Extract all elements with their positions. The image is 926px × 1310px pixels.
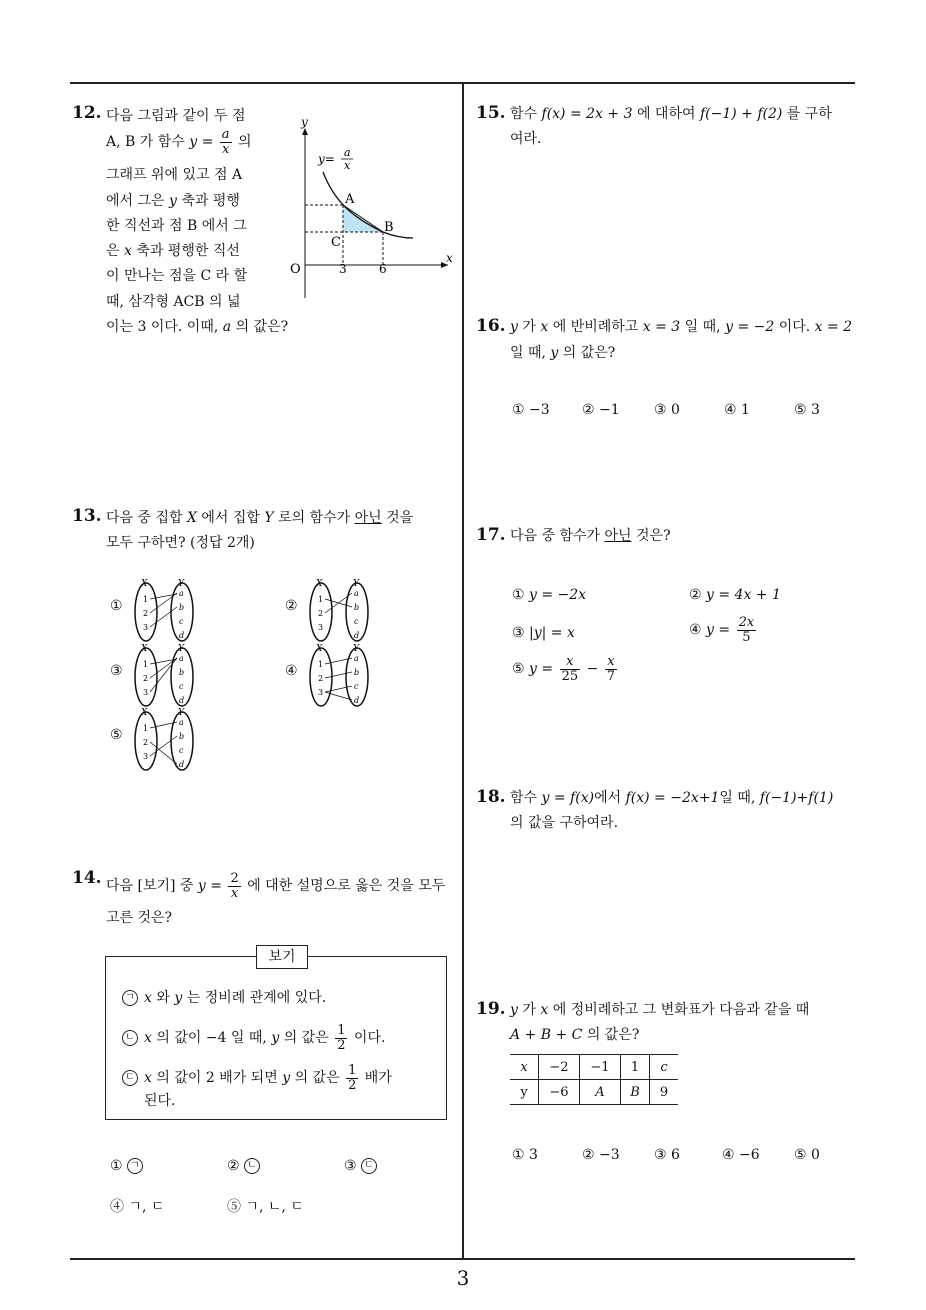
func-num: a [344, 146, 351, 159]
var-y: y [510, 1002, 518, 1018]
table-cell: y [510, 1080, 539, 1105]
var-x: x [144, 990, 152, 1006]
mark: ② [227, 1158, 240, 1174]
t: 가 [522, 1002, 536, 1018]
mark-digeut: ㄷ [122, 1070, 138, 1086]
lbl-y: Y [178, 644, 184, 654]
q19-number: 19. [476, 999, 506, 1019]
underline-not: 아닌 [354, 510, 382, 526]
half-fraction [335, 1024, 347, 1052]
t: 의 값은 [294, 1070, 340, 1087]
mark: ③ [512, 625, 525, 641]
table-cell: 1 [621, 1055, 650, 1080]
mark: ⑤ [512, 661, 525, 678]
ya: a [354, 654, 359, 663]
q13-number: 13. [72, 506, 102, 526]
t: 의 값은? [235, 319, 289, 335]
q12-line1: 다음 그림과 같이 두 점 [106, 108, 246, 124]
q17-choice-5[interactable] [512, 655, 619, 683]
t: 가 [522, 319, 536, 335]
mark: ① [110, 1158, 123, 1174]
lbl-y: Y [353, 644, 359, 654]
mark: ③ [654, 1147, 667, 1163]
frac-num: 1 [337, 1023, 346, 1038]
q13-choice-1-mark[interactable]: ① [110, 598, 123, 614]
expr: f(−1) + f(2) [699, 106, 783, 122]
yc: c [179, 746, 184, 755]
mark: ④ [724, 402, 737, 418]
y-axis-label: y [301, 115, 308, 129]
q12-line2 [106, 128, 252, 156]
table-cell: x [510, 1055, 539, 1080]
t: 함수 [510, 790, 538, 806]
q16-choice-4[interactable] [724, 402, 750, 418]
frac-num: a [221, 127, 230, 142]
q14-line2: 고른 것은? [106, 910, 173, 926]
ya: a [179, 589, 184, 598]
t: 에 대한 설명으로 옳은 것을 모두 [247, 878, 446, 895]
text: 3 [529, 1147, 538, 1163]
q12-line2a: A, B 가 함수 [106, 134, 185, 151]
frac-num: x [605, 655, 617, 670]
q19-choice-3[interactable] [654, 1147, 680, 1163]
yb: b [354, 668, 360, 677]
x3: 3 [143, 623, 149, 632]
t: 것은? [636, 528, 671, 544]
expr: y = −2 [725, 319, 775, 335]
t: 일 때, [719, 790, 756, 806]
q12-line6 [106, 239, 240, 265]
lbl-y: Y [178, 708, 184, 718]
origin-label: O [290, 262, 301, 277]
mark: ② [582, 402, 595, 418]
t: 다음 중 집합 [106, 510, 183, 526]
x2: 2 [143, 738, 149, 747]
frac-den: 7 [606, 668, 616, 684]
q14-item-1 [122, 987, 326, 1009]
q14-item-2 [122, 1024, 385, 1052]
q13-choice-3-mark[interactable]: ③ [110, 663, 123, 679]
text: −3 [529, 402, 550, 418]
table-cell: 9 [650, 1080, 679, 1105]
yc: c [354, 682, 359, 691]
t: 로의 함수가 [278, 510, 351, 526]
mark-giyeok: ㄱ [122, 990, 138, 1006]
t: 은 [106, 243, 120, 259]
frac-den: 25 [561, 668, 579, 684]
q12-number: 12. [72, 103, 102, 123]
table-cell: −6 [539, 1080, 580, 1105]
q15-line2: 여라. [510, 131, 542, 147]
t: 이다. [778, 319, 811, 335]
q19-choice-1[interactable] [512, 1147, 538, 1163]
lbl-x: X [316, 579, 323, 589]
text: 0 [671, 402, 680, 418]
q12-line9 [106, 315, 288, 341]
mark: ① [512, 587, 525, 603]
table-cell: −2 [539, 1055, 580, 1080]
mark: ① [512, 1147, 525, 1163]
x3: 3 [143, 752, 149, 761]
underline-not: 아닌 [604, 528, 632, 544]
q13-line1 [106, 506, 413, 532]
text: ㄱ, ㄴ, ㄷ [245, 1199, 304, 1215]
expr: f(−1)+f(1) [759, 790, 834, 806]
yc: c [179, 617, 184, 626]
frac-den: x [221, 141, 230, 157]
ya: a [354, 589, 359, 598]
mark: ⑤ [794, 1147, 807, 1163]
t: 의 값이 −4 일 때, [156, 1030, 267, 1047]
t: 는 정비례 관계에 있다. [186, 990, 327, 1006]
q14-box-title: 보기 [256, 945, 308, 969]
q19-table [510, 1054, 678, 1105]
x2: 2 [143, 674, 149, 683]
q15-line1 [510, 102, 832, 128]
text: ㄴ [244, 1158, 260, 1174]
expr: x = 2 [814, 319, 853, 335]
q13-choice-4-mark[interactable]: ④ [285, 663, 298, 679]
tick-6: 6 [379, 262, 387, 276]
q17-choice-1[interactable] [512, 587, 586, 603]
q14-choice-1[interactable] [110, 1158, 149, 1174]
arrows [325, 593, 352, 613]
q17-number: 17. [476, 525, 506, 545]
t: 것을 [386, 510, 414, 526]
x3: 3 [318, 688, 324, 697]
table-cell: B [621, 1080, 650, 1105]
var-y: y [271, 1030, 280, 1047]
x1: 1 [143, 595, 149, 604]
t: 를 구하 [786, 106, 832, 122]
text: 6 [671, 1147, 680, 1163]
text: y = [529, 661, 554, 678]
t: 에 정비례하고 그 변화표가 다음과 같을 때 [552, 1002, 810, 1018]
yb: b [179, 732, 185, 741]
yc: c [354, 617, 359, 626]
t: 축과 평행 [181, 193, 240, 209]
q13-diagram-3 [128, 641, 203, 709]
mark: ④ [110, 1199, 124, 1215]
mark: ① [512, 402, 525, 418]
text: y = [706, 622, 731, 639]
t: 에서 그은 [106, 193, 165, 209]
ya: a [179, 654, 184, 663]
text: ㄱ [127, 1158, 143, 1174]
q14-choice-4[interactable] [110, 1196, 164, 1216]
q16-choice-2[interactable] [582, 402, 620, 418]
q12-graph [265, 110, 460, 300]
q14-number: 14. [72, 868, 102, 888]
q16-choice-1[interactable] [512, 402, 550, 418]
expr: f(x) = −2x+1 [625, 790, 720, 806]
lbl-x: X [141, 708, 148, 718]
var-y: y [510, 319, 518, 335]
t: 이다. [353, 1030, 386, 1047]
t: 이는 3 이다. 이때, [106, 319, 219, 335]
x1: 1 [318, 660, 324, 669]
t: 와 [156, 990, 170, 1006]
lbl-y: Y [178, 579, 184, 589]
tick-3: 3 [339, 262, 347, 276]
t: 의 값은? [562, 345, 616, 361]
x2: 2 [318, 609, 324, 618]
t: 함수 [510, 106, 538, 122]
q12-func: y = [189, 134, 214, 151]
q17-line1 [510, 524, 671, 550]
table-cell: −1 [580, 1055, 621, 1080]
t: 에서 [594, 790, 622, 806]
x1: 1 [143, 724, 149, 733]
q14-choice-5[interactable] [227, 1196, 304, 1216]
x2: 2 [318, 674, 324, 683]
t: 의 값이 2 배가 되면 [156, 1070, 278, 1087]
yb: b [179, 668, 185, 677]
q16-line2 [510, 341, 615, 367]
frac-den: 2 [337, 1037, 346, 1053]
x2: 2 [143, 609, 149, 618]
mark: ② [689, 587, 702, 603]
func: y = [197, 878, 222, 895]
point-a-label: A [345, 192, 355, 207]
q12-line3: 그래프 위에 있고 점 A [106, 167, 243, 183]
t: 의 값은? [586, 1027, 640, 1043]
arrows [150, 658, 177, 692]
x1: 1 [318, 595, 324, 604]
frac-num: x [560, 655, 581, 670]
column-divider [462, 84, 464, 1258]
yd: d [354, 696, 360, 705]
var-y: y [174, 990, 183, 1006]
yb: b [179, 603, 185, 612]
lbl-x: X [141, 579, 148, 589]
q18-line1 [510, 786, 833, 812]
t: 다음 [보기] 중 [106, 878, 194, 895]
q13-choice-5-mark[interactable]: ⑤ [110, 727, 123, 743]
q19-choice-2[interactable] [582, 1147, 620, 1163]
q13-diagram-2 [303, 576, 378, 644]
frac [737, 616, 757, 644]
table-row [510, 1055, 678, 1080]
yb: b [354, 603, 360, 612]
q13-diagram-4 [303, 641, 378, 709]
text: ㄱ, ㄷ [128, 1199, 165, 1215]
q16-number: 16. [476, 316, 506, 336]
frac-den: x [230, 885, 239, 901]
q18-line2: 의 값을 구하여라. [510, 815, 619, 831]
q12-fraction [220, 128, 232, 156]
lbl-y: Y [353, 579, 359, 589]
q16-line1 [510, 315, 852, 341]
func-den: x [344, 159, 351, 172]
q19-choice-4[interactable] [722, 1147, 760, 1163]
yd: d [179, 760, 185, 769]
q12-line2c: 의 [238, 134, 252, 151]
t: 에 대하여 [636, 106, 696, 122]
table-row [510, 1080, 678, 1105]
var-x: x [540, 319, 549, 335]
expr: y = f(x) [541, 790, 595, 806]
lbl-x: X [316, 644, 323, 654]
t: 축과 평행한 직선 [136, 243, 240, 259]
var-y: y [550, 345, 559, 361]
t: 다음 중 함수가 [510, 528, 601, 544]
text: −1 [599, 402, 620, 418]
mark: ⑤ [794, 402, 807, 418]
q12-line7: 이 만나는 점을 C 라 할 [106, 268, 248, 284]
mark: ④ [722, 1147, 735, 1163]
mark: ④ [689, 622, 702, 639]
yd: d [179, 631, 185, 640]
frac-num: 2 [230, 871, 239, 886]
t: 에서 집합 [201, 510, 260, 526]
q17-choice-4[interactable] [689, 616, 758, 644]
var-a: a [222, 319, 232, 335]
q19-line1 [510, 998, 809, 1024]
yd: d [354, 631, 360, 640]
text: 0 [811, 1147, 820, 1163]
mark: ② [582, 1147, 595, 1163]
set-x: X [186, 510, 197, 526]
x-axis-label: x [446, 251, 453, 265]
q14-choice-2[interactable] [227, 1158, 266, 1174]
text: y = 4x + 1 [706, 587, 781, 603]
table-cell: A [580, 1080, 621, 1105]
frac-den: 2 [348, 1077, 357, 1093]
x1: 1 [143, 660, 149, 669]
q16-choice-5[interactable] [794, 402, 820, 418]
frac-num: 1 [348, 1063, 357, 1078]
q13-line2: 모두 구하면? (정답 2개) [106, 535, 255, 551]
mark: ③ [654, 402, 667, 418]
q13-choice-2-mark[interactable]: ② [285, 598, 298, 614]
mark: ⑤ [227, 1199, 241, 1215]
q14-item-3-cont: 된다. [144, 1093, 176, 1109]
q13-diagram-1 [128, 576, 203, 644]
frac [605, 655, 617, 683]
bottom-rule [70, 1258, 855, 1260]
y-axis-arrow [302, 128, 308, 135]
lbl-x: X [141, 644, 148, 654]
x3: 3 [143, 688, 149, 697]
yc: c [179, 682, 184, 691]
expr: x = 3 [642, 319, 681, 335]
q12-line8: 때, 삼각형 ACB 의 넓 [106, 294, 241, 310]
q17-choice-2[interactable] [689, 587, 781, 603]
frac-num: 2x [738, 615, 755, 630]
text: y = −2x [529, 587, 587, 603]
t: 에 반비례하고 [552, 319, 639, 335]
half-fraction [346, 1064, 358, 1092]
q16-choice-3[interactable] [654, 402, 680, 418]
var-y: y [282, 1070, 291, 1087]
set-y: Y [264, 510, 274, 526]
q15-number: 15. [476, 103, 506, 123]
mark: ③ [344, 1158, 357, 1174]
t: 배가 [364, 1070, 392, 1087]
table-cell: c [650, 1055, 679, 1080]
var-x: x [540, 1002, 549, 1018]
op: − [586, 661, 599, 678]
point-c-label: C [331, 235, 341, 250]
q14-fraction [228, 872, 240, 900]
t: 일 때, [684, 319, 721, 335]
text: |y| = x [529, 625, 575, 641]
text: ㄷ [361, 1158, 377, 1174]
q14-item-3 [122, 1064, 392, 1092]
yd: d [179, 696, 185, 705]
expr: A + B + C [510, 1027, 583, 1043]
t: 일 때, [510, 345, 546, 361]
page-number: 3 [456, 1266, 470, 1290]
text: 1 [741, 402, 750, 418]
t: 의 값은 [283, 1030, 329, 1047]
q13-diagram-5 [128, 705, 203, 773]
frac-den: 5 [742, 629, 751, 645]
q18-number: 18. [476, 787, 506, 807]
text: −6 [739, 1147, 760, 1163]
point-b-label: B [384, 220, 394, 235]
ya: a [179, 718, 184, 727]
mark-nieun: ㄴ [122, 1030, 138, 1046]
q17-choice-3[interactable] [512, 625, 575, 641]
text: 3 [811, 402, 820, 418]
var-x: x [144, 1030, 152, 1047]
q14-line1 [106, 872, 445, 900]
expr: f(x) = 2x + 3 [541, 106, 633, 122]
var-x: x [144, 1070, 152, 1087]
q19-choice-5[interactable] [794, 1147, 820, 1163]
q12-line5: 한 직선과 점 B 에서 그 [106, 218, 247, 234]
q19-line2 [510, 1023, 639, 1049]
var-x: x [123, 243, 132, 259]
frac [560, 655, 581, 683]
q12-line4 [106, 189, 240, 215]
x3: 3 [318, 623, 324, 632]
func-label: y= [318, 152, 335, 166]
q14-choice-3[interactable] [344, 1158, 383, 1174]
text: −3 [599, 1147, 620, 1163]
var-y: y [169, 193, 177, 209]
